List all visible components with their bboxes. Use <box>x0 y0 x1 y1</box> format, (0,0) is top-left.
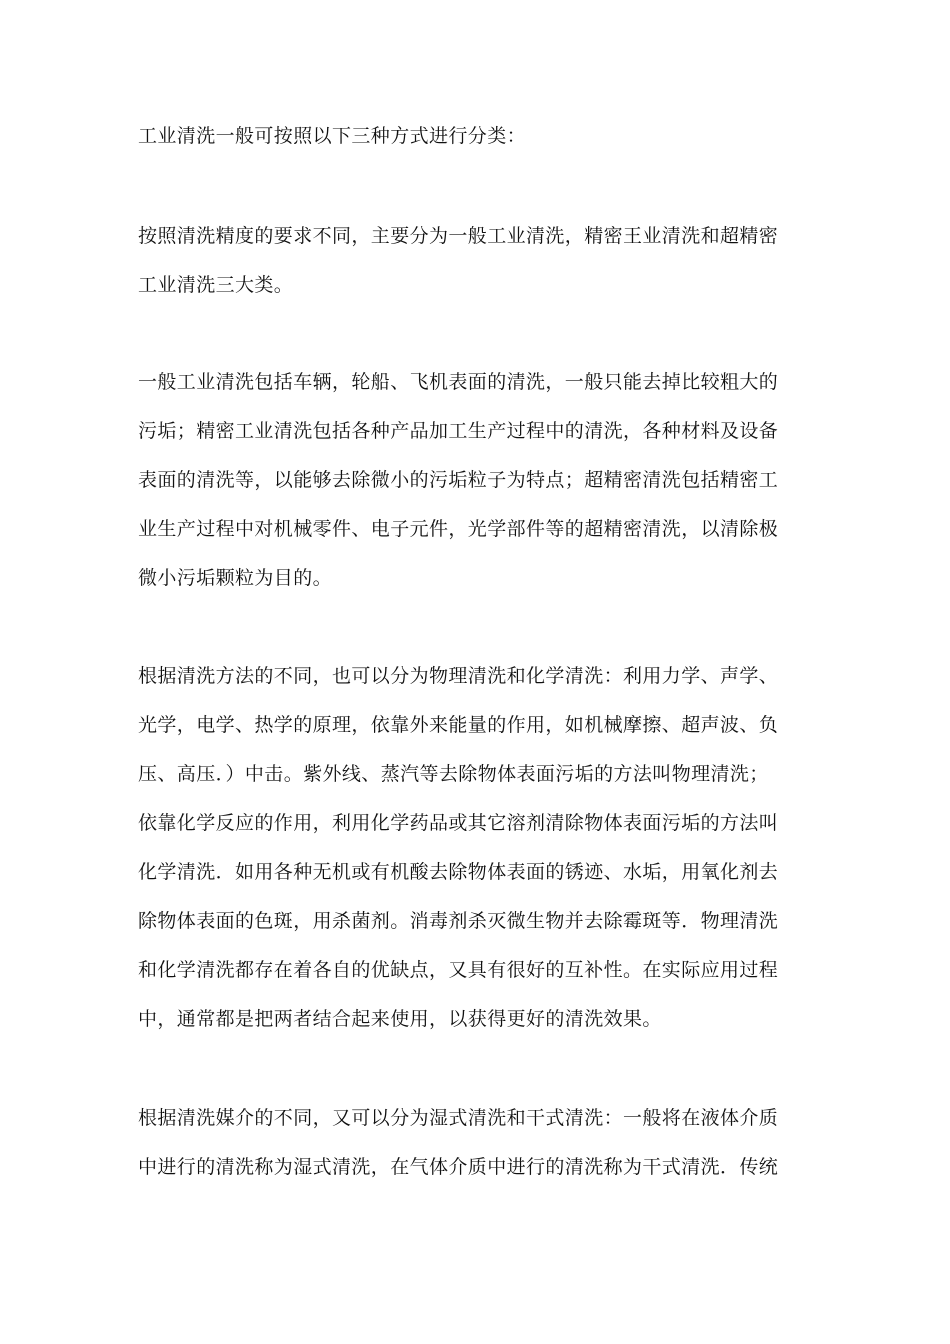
text-line: 污垢；精密工业清洗包括各种产品加工生产过程中的清洗，各种材料及设备 <box>138 420 779 442</box>
text-line: 和化学清洗都存在着各自的优缺点，又具有很好的互补性。在实际应用过程 <box>138 959 779 981</box>
text-line: 一般工业清洗包括车辆，轮船、飞机表面的清洗，一般只能去掉比较粗大的 <box>138 371 779 393</box>
text-line: 光学，电学、热学的原理，依靠外来能量的作用，如机械摩擦、超声波、负 <box>138 714 779 736</box>
text-line: 工业清洗三大类。 <box>138 274 294 296</box>
paragraph-cleaning-methods <box>138 652 812 1044</box>
paragraph-classification-intro <box>138 112 812 161</box>
text-line: 压、高压．）中击。紫外线、蒸汽等去除物体表面污垢的方法叫物理清洗； <box>138 763 769 785</box>
text-line: 化学清洗．如用各种无机或有机酸去除物体表面的锈迹、水垢，用氧化剂去 <box>138 861 779 883</box>
text-line: 按照清洗精度的要求不同，主要分为一般工业清洗，精密王业清洗和超精密 <box>138 225 779 247</box>
paragraph-precision-details <box>138 358 812 603</box>
text-line: 微小污垢颗粒为目的。 <box>138 567 333 589</box>
paragraph-cleaning-media <box>138 1094 812 1192</box>
paragraph-precision-classes <box>138 212 812 310</box>
text-line: 中，通常都是把两者结合起来使用，以获得更好的清洗效果。 <box>138 1008 662 1030</box>
text-line: 工业清洗一般可按照以下三种方式进行分类： <box>138 125 527 147</box>
text-line: 根据清洗方法的不同，也可以分为物理清洗和化学清洗：利用力学、声学、 <box>138 665 779 687</box>
text-line: 依靠化学反应的作用，利用化学药品或其它溶剂清除物体表面污垢的方法叫 <box>138 812 779 834</box>
text-line: 中进行的清洗称为湿式清洗，在气体介质中进行的清洗称为干式清洗．传统 <box>138 1156 779 1178</box>
text-line: 根据清洗媒介的不同，又可以分为湿式清洗和干式清洗：一般将在液体介质 <box>138 1107 779 1129</box>
text-line: 表面的清洗等，以能够去除微小的污垢粒子为特点；超精密清洗包括精密工 <box>138 469 779 491</box>
text-line: 业生产过程中对机械零件、电子元件，光学部件等的超精密清洗，以清除极 <box>138 518 779 540</box>
text-line: 除物体表面的色斑，用杀菌剂。消毒剂杀灭微生物并去除霉斑等．物理清洗 <box>138 910 779 932</box>
